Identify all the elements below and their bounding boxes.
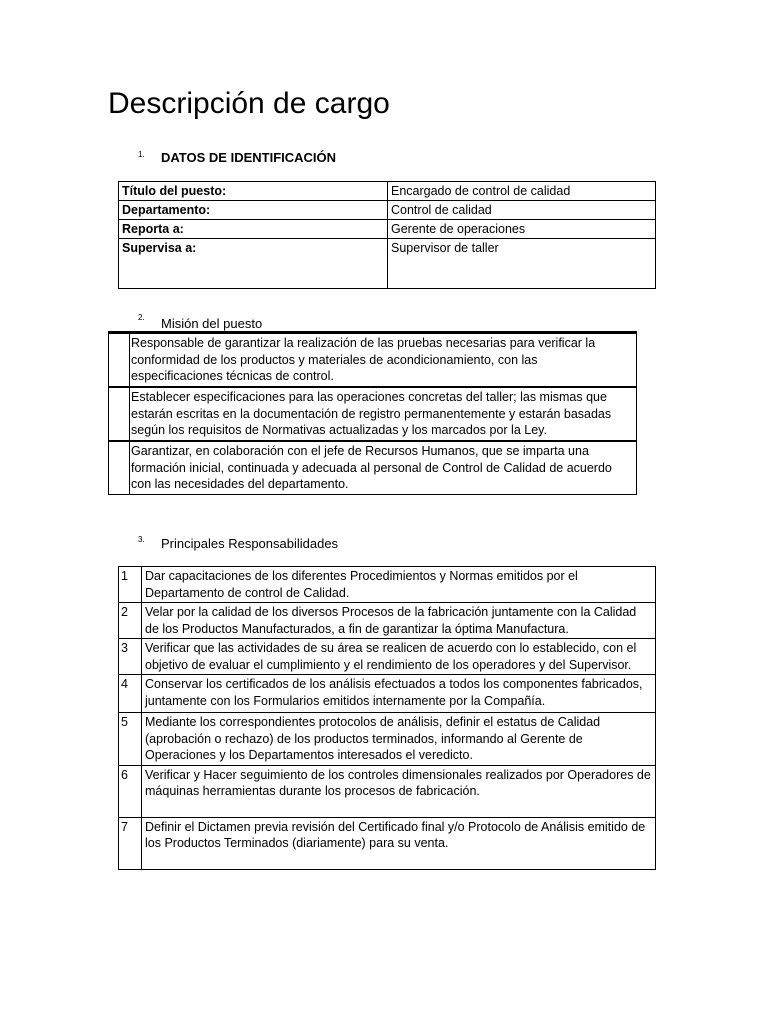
mission-gutter: [109, 332, 130, 494]
item-text: Velar por la calidad de los diversos Procesos de la fabricación juntamente con la Calidad de los Productos Manufacturados, a fin de garantizar la óptima Manufactura.: [142, 603, 656, 639]
table-row: [119, 182, 656, 201]
item-number: 3: [119, 639, 142, 675]
table-row: [119, 567, 656, 603]
table-row: [119, 239, 656, 289]
field-value: Supervisor de taller: [388, 239, 656, 289]
item-number: 2: [119, 603, 142, 639]
identification-table: [118, 181, 656, 289]
section-1-label: DATOS DE IDENTIFICACIÓN: [161, 150, 337, 165]
item-text: Dar capacitaciones de los diferentes Procedimientos y Normas emitidos por el Departamento de control de Calidad.: [142, 567, 656, 603]
mission-row: Garantizar, en colaboración con el jefe de Recursos Humanos, que se imparta una formación inicial, continuada y adecuada al personal de Control de Calidad de acuerdo con las necesidades del departamento.: [109, 440, 636, 494]
item-number: 6: [119, 765, 142, 817]
item-text: Definir el Dictamen previa revisión del Certificado final y/o Protocolo de Análisis emitido de los Productos Terminados (diariamente) para su venta.: [142, 817, 656, 869]
section-2-number: 2.: [138, 313, 145, 322]
item-number: 5: [119, 713, 142, 766]
mission-row: Establecer especificaciones para las operaciones concretas del taller; las mismas que estarán escritas en la documentación de registro permanentemente y estarán basadas según los requisitos de Normativas actualizadas y los marcados por la Ley.: [109, 386, 636, 440]
section-3-label: Principales Responsabilidades: [161, 536, 339, 551]
field-value: Encargado de control de calidad: [388, 182, 656, 201]
document-title: Descripción de cargo: [108, 87, 390, 120]
table-row: [119, 220, 656, 239]
item-text: Verificar y Hacer seguimiento de los controles dimensionales realizados por Operadores de máquinas herramientas durante los procesos de fabricación.: [142, 765, 656, 817]
item-number: 7: [119, 817, 142, 869]
item-number: 4: [119, 675, 142, 713]
field-label: Departamento:: [119, 201, 388, 220]
item-text: Mediante los correspondientes protocolos de análisis, definir el estatus de Calidad (aprobación o rechazo) de los productos terminados, informando al Gerente de Operaciones y los Departamentos interesados el veredicto.: [142, 713, 656, 766]
section-1-number: 1.: [138, 150, 145, 159]
table-row: [119, 675, 656, 713]
field-label: Supervisa a:: [119, 239, 388, 289]
table-row: [119, 201, 656, 220]
item-text: Conservar los certificados de los análisis efectuados a todos los componentes fabricados, juntamente con los Formularios emitidos internamente por la Compañía.: [142, 675, 656, 713]
section-3-number: 3.: [138, 535, 145, 544]
item-number: 1: [119, 567, 142, 603]
field-value: Gerente de operaciones: [388, 220, 656, 239]
item-text: Verificar que las actividades de su área se realicen de acuerdo con lo establecido, con el objetivo de evaluar el cumplimiento y el rendimiento de los operadores y del Supervisor.: [142, 639, 656, 675]
section-2-label: Misión del puesto: [161, 316, 263, 331]
table-row: [119, 603, 656, 639]
table-row: [119, 639, 656, 675]
mission-row: Responsable de garantizar la realización de las pruebas necesarias para verificar la conformidad de los productos y materiales de acondicionamiento, con las especificaciones técnicas de control.: [109, 332, 636, 386]
table-row: [119, 765, 656, 817]
field-label: Reporta a:: [119, 220, 388, 239]
responsibilities-table: [118, 566, 656, 870]
mission-table: [108, 331, 637, 495]
table-row: [119, 713, 656, 766]
field-label: Título del puesto:: [119, 182, 388, 201]
table-row: [119, 817, 656, 869]
field-value: Control de calidad: [388, 201, 656, 220]
